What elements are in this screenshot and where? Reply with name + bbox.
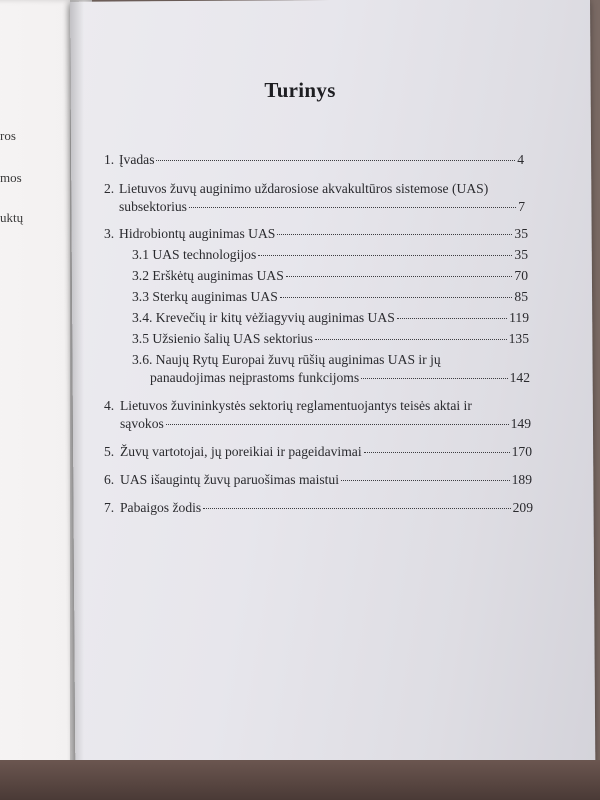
toc-entry-page: 7 bbox=[518, 199, 525, 214]
toc-entry-page: 35 bbox=[514, 247, 528, 262]
toc-entry-page: 170 bbox=[511, 444, 532, 459]
toc-entry-label-line: Lietuvos žuvų auginimo uždarosiose akvakultūros sistemose (UAS) bbox=[119, 181, 489, 196]
toc-entry-label: Pabaigos žodis bbox=[120, 500, 202, 515]
toc-entry-label: subsektorius bbox=[119, 199, 187, 214]
toc-subentry bbox=[132, 331, 529, 347]
toc-entry-label: 3.2 Erškėtų auginimas UAS bbox=[132, 268, 284, 283]
toc-leader-dots bbox=[277, 234, 512, 235]
toc-leader-dots bbox=[286, 276, 513, 277]
toc-entry-label: sąvokos bbox=[120, 416, 164, 431]
toc-entry-label: UAS išaugintų žuvų paruošimas maistui bbox=[120, 472, 339, 487]
toc-entry-label: 3.4. Krevečių ir kitų vėžiagyvių auginimas UAS bbox=[132, 310, 395, 325]
toc-entry-page: 35 bbox=[514, 226, 528, 241]
toc-leader-dots bbox=[189, 207, 516, 208]
toc-entry-number: 3. bbox=[104, 226, 115, 241]
toc-entry bbox=[119, 199, 525, 215]
toc-entry-page: 85 bbox=[514, 289, 528, 304]
toc-leader-dots bbox=[341, 480, 510, 481]
toc-entry-page: 119 bbox=[509, 310, 529, 325]
toc-leader-dots bbox=[203, 508, 510, 509]
toc-entry-label: 3.3 Sterkų auginimas UAS bbox=[132, 289, 278, 304]
toc-entry bbox=[104, 500, 533, 516]
toc-entry-page: 4 bbox=[517, 152, 524, 167]
toc-leader-dots bbox=[364, 452, 510, 453]
toc-subentry bbox=[132, 310, 529, 326]
toc-entry bbox=[104, 472, 532, 488]
toc-entry-page: 149 bbox=[510, 416, 531, 431]
toc-entry-page: 189 bbox=[511, 472, 532, 487]
toc-entry-number: 5. bbox=[104, 444, 115, 459]
toc-leader-dots bbox=[166, 424, 509, 425]
toc-subentry bbox=[132, 289, 528, 305]
toc-subentry bbox=[132, 247, 528, 263]
toc-leader-dots bbox=[156, 160, 515, 161]
toc-subentry bbox=[132, 268, 528, 284]
toc-entry-label: panaudojimas neįprastoms funkcijoms bbox=[150, 370, 360, 385]
toc-entry-page: 135 bbox=[508, 331, 529, 346]
toc-entry-number: 6. bbox=[104, 472, 115, 487]
toc-entry bbox=[104, 152, 524, 168]
toc-entry-page: 142 bbox=[509, 370, 530, 385]
toc-subentry bbox=[150, 370, 530, 386]
left-page-text-fragment: mos bbox=[0, 170, 22, 185]
toc-entry-number: 2. bbox=[104, 181, 115, 196]
toc-entry-label: Hidrobiontų auginimas UAS bbox=[119, 226, 276, 241]
left-page-text-fragment: ros bbox=[0, 128, 16, 143]
toc-entry bbox=[104, 444, 532, 460]
toc-entry-label: Žuvų vartotojai, jų poreikiai ir pageidavimai bbox=[120, 444, 362, 459]
toc-leader-dots bbox=[258, 255, 512, 256]
toc-entry bbox=[120, 416, 531, 432]
toc-entry-number: 4. bbox=[104, 398, 115, 413]
toc-entry-label-line: Lietuvos žuvininkystės sektorių reglamentuojantys teisės aktai ir bbox=[120, 398, 472, 413]
toc-entry-label: Įvadas bbox=[119, 152, 155, 167]
toc-entry-page: 209 bbox=[512, 500, 533, 515]
toc-leader-dots bbox=[397, 318, 507, 319]
toc-entry-label: 3.1 UAS technologijos bbox=[132, 247, 257, 262]
toc-entry bbox=[104, 226, 528, 242]
toc-leader-dots bbox=[280, 297, 513, 298]
toc-leader-dots bbox=[361, 378, 507, 379]
toc-entry-page: 70 bbox=[514, 268, 528, 283]
toc-title: Turinys bbox=[264, 78, 336, 102]
toc-entry-number: 1. bbox=[104, 152, 115, 167]
toc-entry-label: 3.5 Užsienio šalių UAS sektorius bbox=[132, 331, 313, 346]
toc-entry-number: 7. bbox=[104, 500, 115, 515]
toc-entry-label-line: 3.6. Naujų Rytų Europai žuvų rūšių auginimas UAS ir jų bbox=[132, 352, 441, 367]
left-page-text-fragment: uktų bbox=[0, 210, 24, 225]
toc-leader-dots bbox=[315, 339, 507, 340]
